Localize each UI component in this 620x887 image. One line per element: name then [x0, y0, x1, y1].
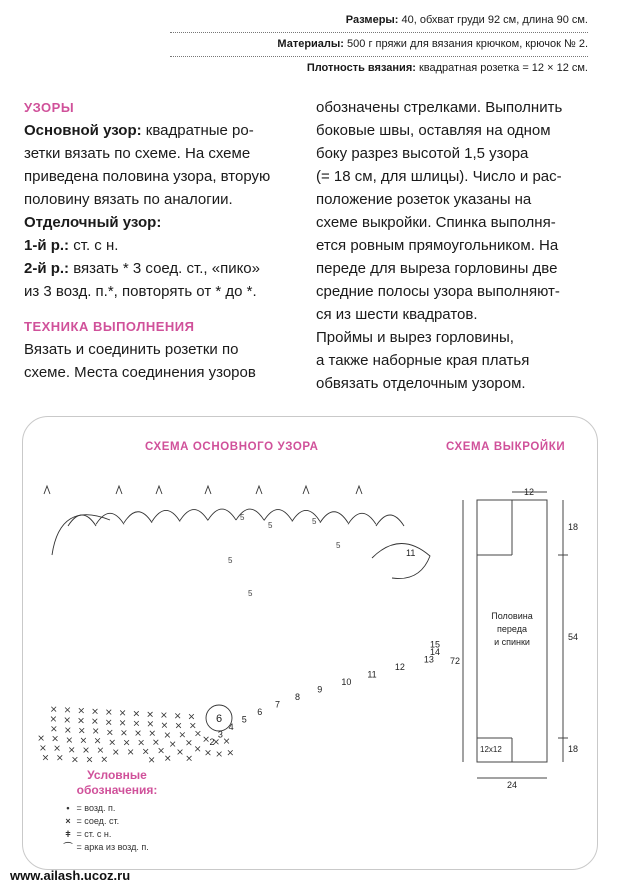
chain-arch-icon: ⌒ [63, 842, 73, 852]
main-line: квадратные ро- [141, 122, 254, 139]
spec-density-value: квадратная розетка = 12 × 12 см. [418, 62, 588, 74]
round-number: 7 [275, 699, 281, 710]
row1-label: 1-й р.: [24, 237, 70, 254]
double-crochet-icon: ǂ [65, 829, 71, 839]
legend-item [62, 815, 172, 828]
round-number: 5 [241, 714, 247, 725]
round-number: 2 [209, 737, 215, 747]
round-number: 15 [430, 639, 441, 650]
row1-value: ст. с н. [69, 237, 119, 254]
legend-item [62, 828, 172, 841]
round-number: 9 [317, 684, 323, 695]
center-ring-label: 6 [215, 713, 223, 725]
spec-materials-value: 500 г пряжи для вязания крючком, крючок № 2. [347, 38, 588, 50]
dim-bottom: 24 [506, 780, 518, 790]
main-pattern-label: Основной узор: [24, 122, 142, 139]
technique-line: схеме. Места соединения узоров [24, 364, 256, 381]
legend-item [62, 841, 172, 854]
legend-heading: Условные [87, 768, 147, 782]
dim-right-mid: 54 [568, 632, 579, 642]
legend-heading: обозначения: [76, 783, 158, 797]
patterns-heading: УЗОРЫ [24, 100, 75, 115]
square-size-label: 12x12 [480, 745, 502, 754]
spec-sizes-value: 40, обхват груди 92 см, длина 90 см. [401, 14, 588, 26]
round-number: 3 [217, 729, 223, 740]
dim-right-bottom: 18 [568, 744, 579, 754]
round-number: 8 [295, 692, 301, 702]
round-number: 14 [430, 647, 441, 657]
right-line: средние полосы узора выполняют- [316, 283, 560, 300]
legend-item [62, 802, 172, 815]
inner-label: 5 [248, 589, 253, 598]
spec-sizes-label: Размеры: [345, 14, 399, 26]
row2-value-cont: из 3 возд. п.*, повторять от * до *. [24, 283, 257, 300]
round-number: 11 [367, 669, 377, 680]
technique-line: Вязать и соединить розетки по [24, 341, 239, 358]
round-number: 10 [341, 677, 352, 687]
right-line: положение розеток указаны на [316, 191, 532, 208]
spec-density-label: Плотность вязания: [306, 62, 416, 74]
legend-item-text: = ст. с н. [76, 829, 112, 839]
round-number: 13 [423, 654, 434, 665]
right-line: а также наборные края платья [316, 352, 530, 369]
corner-arch-label: 11 [406, 548, 416, 558]
pattern-schema-title: СХЕМА ВЫКРОЙКИ [446, 441, 566, 453]
watermark: www.ailash.ucoz.ru [10, 868, 131, 883]
dim-top: 12 [523, 487, 535, 497]
right-line: Проймы и вырез горловины, [316, 329, 514, 346]
inner-label: 5 [268, 521, 273, 530]
legend-item-text: = соед. ст. [76, 816, 120, 826]
main-line: зетки вязать по схеме. На схеме [24, 145, 251, 162]
finish-pattern-label: Отделочный узор: [24, 214, 162, 231]
inner-label: 5 [240, 513, 245, 522]
inner-label: 5 [228, 556, 233, 565]
round-number: 6 [257, 707, 263, 717]
right-line: схеме выкройки. Спинка выполня- [316, 214, 556, 231]
main-line: половину вязать по аналогии. [24, 191, 233, 208]
spec-materials-label: Материалы: [277, 38, 344, 50]
inner-label: 5 [312, 517, 317, 526]
right-line: ся из шести квадратов. [316, 306, 478, 323]
row2-label: 2-й р.: [24, 260, 70, 277]
right-line: боковые швы, оставляя на одном [316, 122, 551, 139]
technique-heading: ТЕХНИКА ВЫПОЛНЕНИЯ [24, 319, 195, 334]
right-line: ется ровным прямоугольником. На [316, 237, 559, 254]
legend-item-text: = арка из возд. п. [76, 842, 149, 852]
dim-right-top: 18 [568, 522, 579, 532]
round-number: 12 [394, 662, 405, 672]
right-line: боку разрез высотой 1,5 узора [316, 145, 529, 162]
main-pattern-diagram-title: СХЕМА ОСНОВНОГО УЗОРА [145, 441, 319, 453]
main-line: приведена половина узора, вторую [24, 168, 271, 185]
dim-left: 72 [449, 656, 460, 666]
inner-label: 5 [336, 541, 341, 550]
right-line: обозначены стрелками. Выполнить [316, 99, 563, 116]
legend-item-text: = возд. п. [76, 803, 116, 813]
legend [62, 768, 172, 854]
schematic-label-line: и спинки [494, 637, 530, 647]
schematic-label-line: переда [497, 624, 527, 634]
right-line: (= 18 см, для шлицы). Число и рас- [316, 168, 562, 185]
slip-stitch-icon: × [65, 816, 71, 826]
right-line: переде для выреза горловины две [316, 260, 558, 277]
chain-stitch-icon: • [66, 803, 70, 813]
right-line: обвязать отделочным узором. [316, 375, 526, 392]
row2-value: вязать * 3 соед. ст., «пико» [69, 260, 260, 277]
round-number: 4 [228, 722, 234, 732]
schematic-label-line: Половина [491, 611, 533, 621]
